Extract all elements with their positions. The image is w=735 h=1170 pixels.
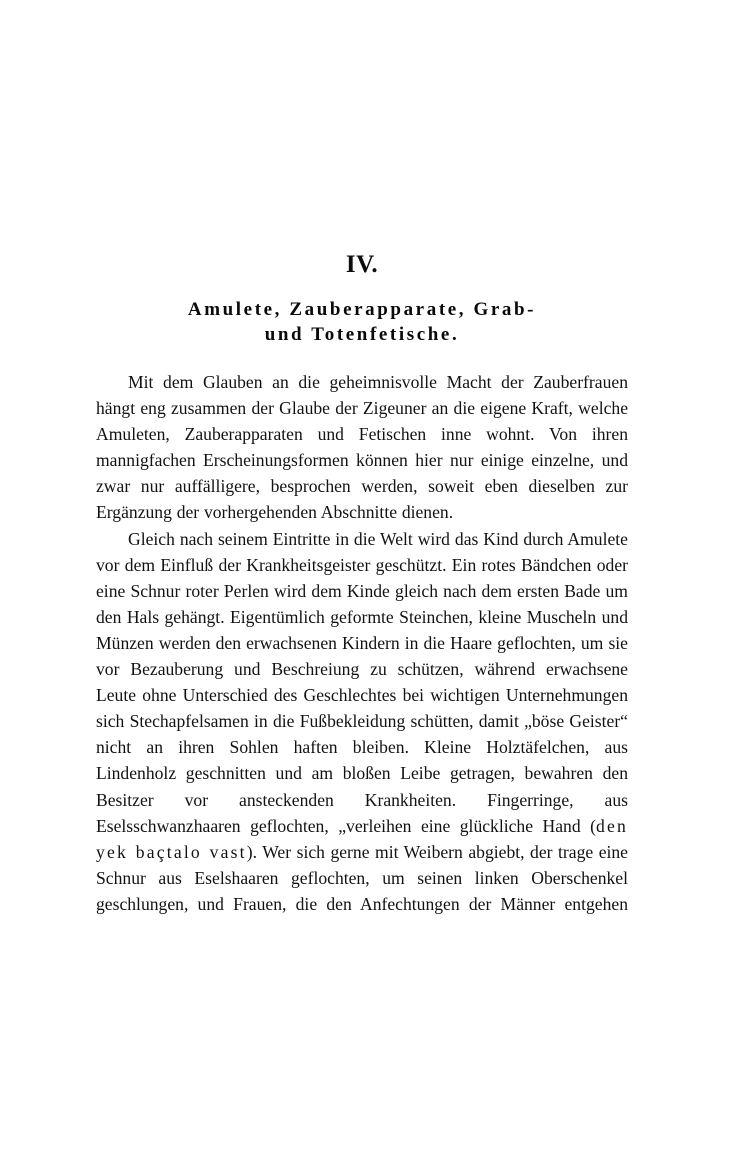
section-title-line-1: Amulete, Zauberapparate, Grab- <box>187 299 537 320</box>
paragraph-1-text: Mit dem Glauben an die geheimnisvolle Macht der Zauberfrauen hängt eng zusammen der Glaube der Zigeuner an die eigene Kraft, welche Amuleten, Zauberapparaten und Fetischen inne wohnt. Von ihren mannigfachen Erscheinungsformen können hier nur einige einzelne, und zwar nur auffälligere, besprochen werden, soweit eben dieselben zur Ergänzung der vorhergehenden Abschnitte dienen. <box>96 372 628 523</box>
chapter-number: IV. <box>345 251 379 278</box>
paragraph-1 <box>96 369 628 526</box>
section-title <box>96 277 628 347</box>
body-copy <box>96 347 628 917</box>
paragraph-2-text-part-1: Gleich nach seinem Eintritte in die Welt wird das Kind durch Amulete vor dem Einfluß der Krankheitsgeister geschützt. Ein rotes Bändchen oder eine Schnur roter Perlen wird dem Kinde gleich nach dem ersten Bade um den Hals gehängt. Eigentümlich geformte Steinchen, kleine Muscheln und Münzen werden den erwachsenen Kindern in die Haare geflochten, um sie vor Bezauberung und Beschreiung zu schützen, während erwachsene Leute ohne Unterschied des Geschlechtes bei wichtigen Unternehmungen sich Stechapfelsamen in die Fußbekleidung schütten, damit „böse Geister“ nicht an ihren Sohlen haften bleiben. Kleine Holztäfelchen, aus Lindenholz geschnitten und am bloßen Leibe getragen, bewahren den Besitzer vor ansteckenden Krankheiten. Fingerringe, aus Eselsschwanzhaaren geflochten, „verleihen eine glückliche Hand ( <box>96 528 628 836</box>
text-column <box>96 240 628 917</box>
section-title-line-2: und Totenfetische. <box>264 324 460 345</box>
romani-phrase-emphasis: den yek baçtalo vast <box>96 815 628 862</box>
paragraph-2-text-part-2: ). Wer sich gerne mit Weibern abgiebt, der trage eine Schnur aus Eselshaaren geflochten, um seinen linken Oberschenkel geschlungen, und Frauen, die den Anfechtungen der Männer entgehen <box>96 841 628 914</box>
paragraph-2 <box>96 526 628 917</box>
